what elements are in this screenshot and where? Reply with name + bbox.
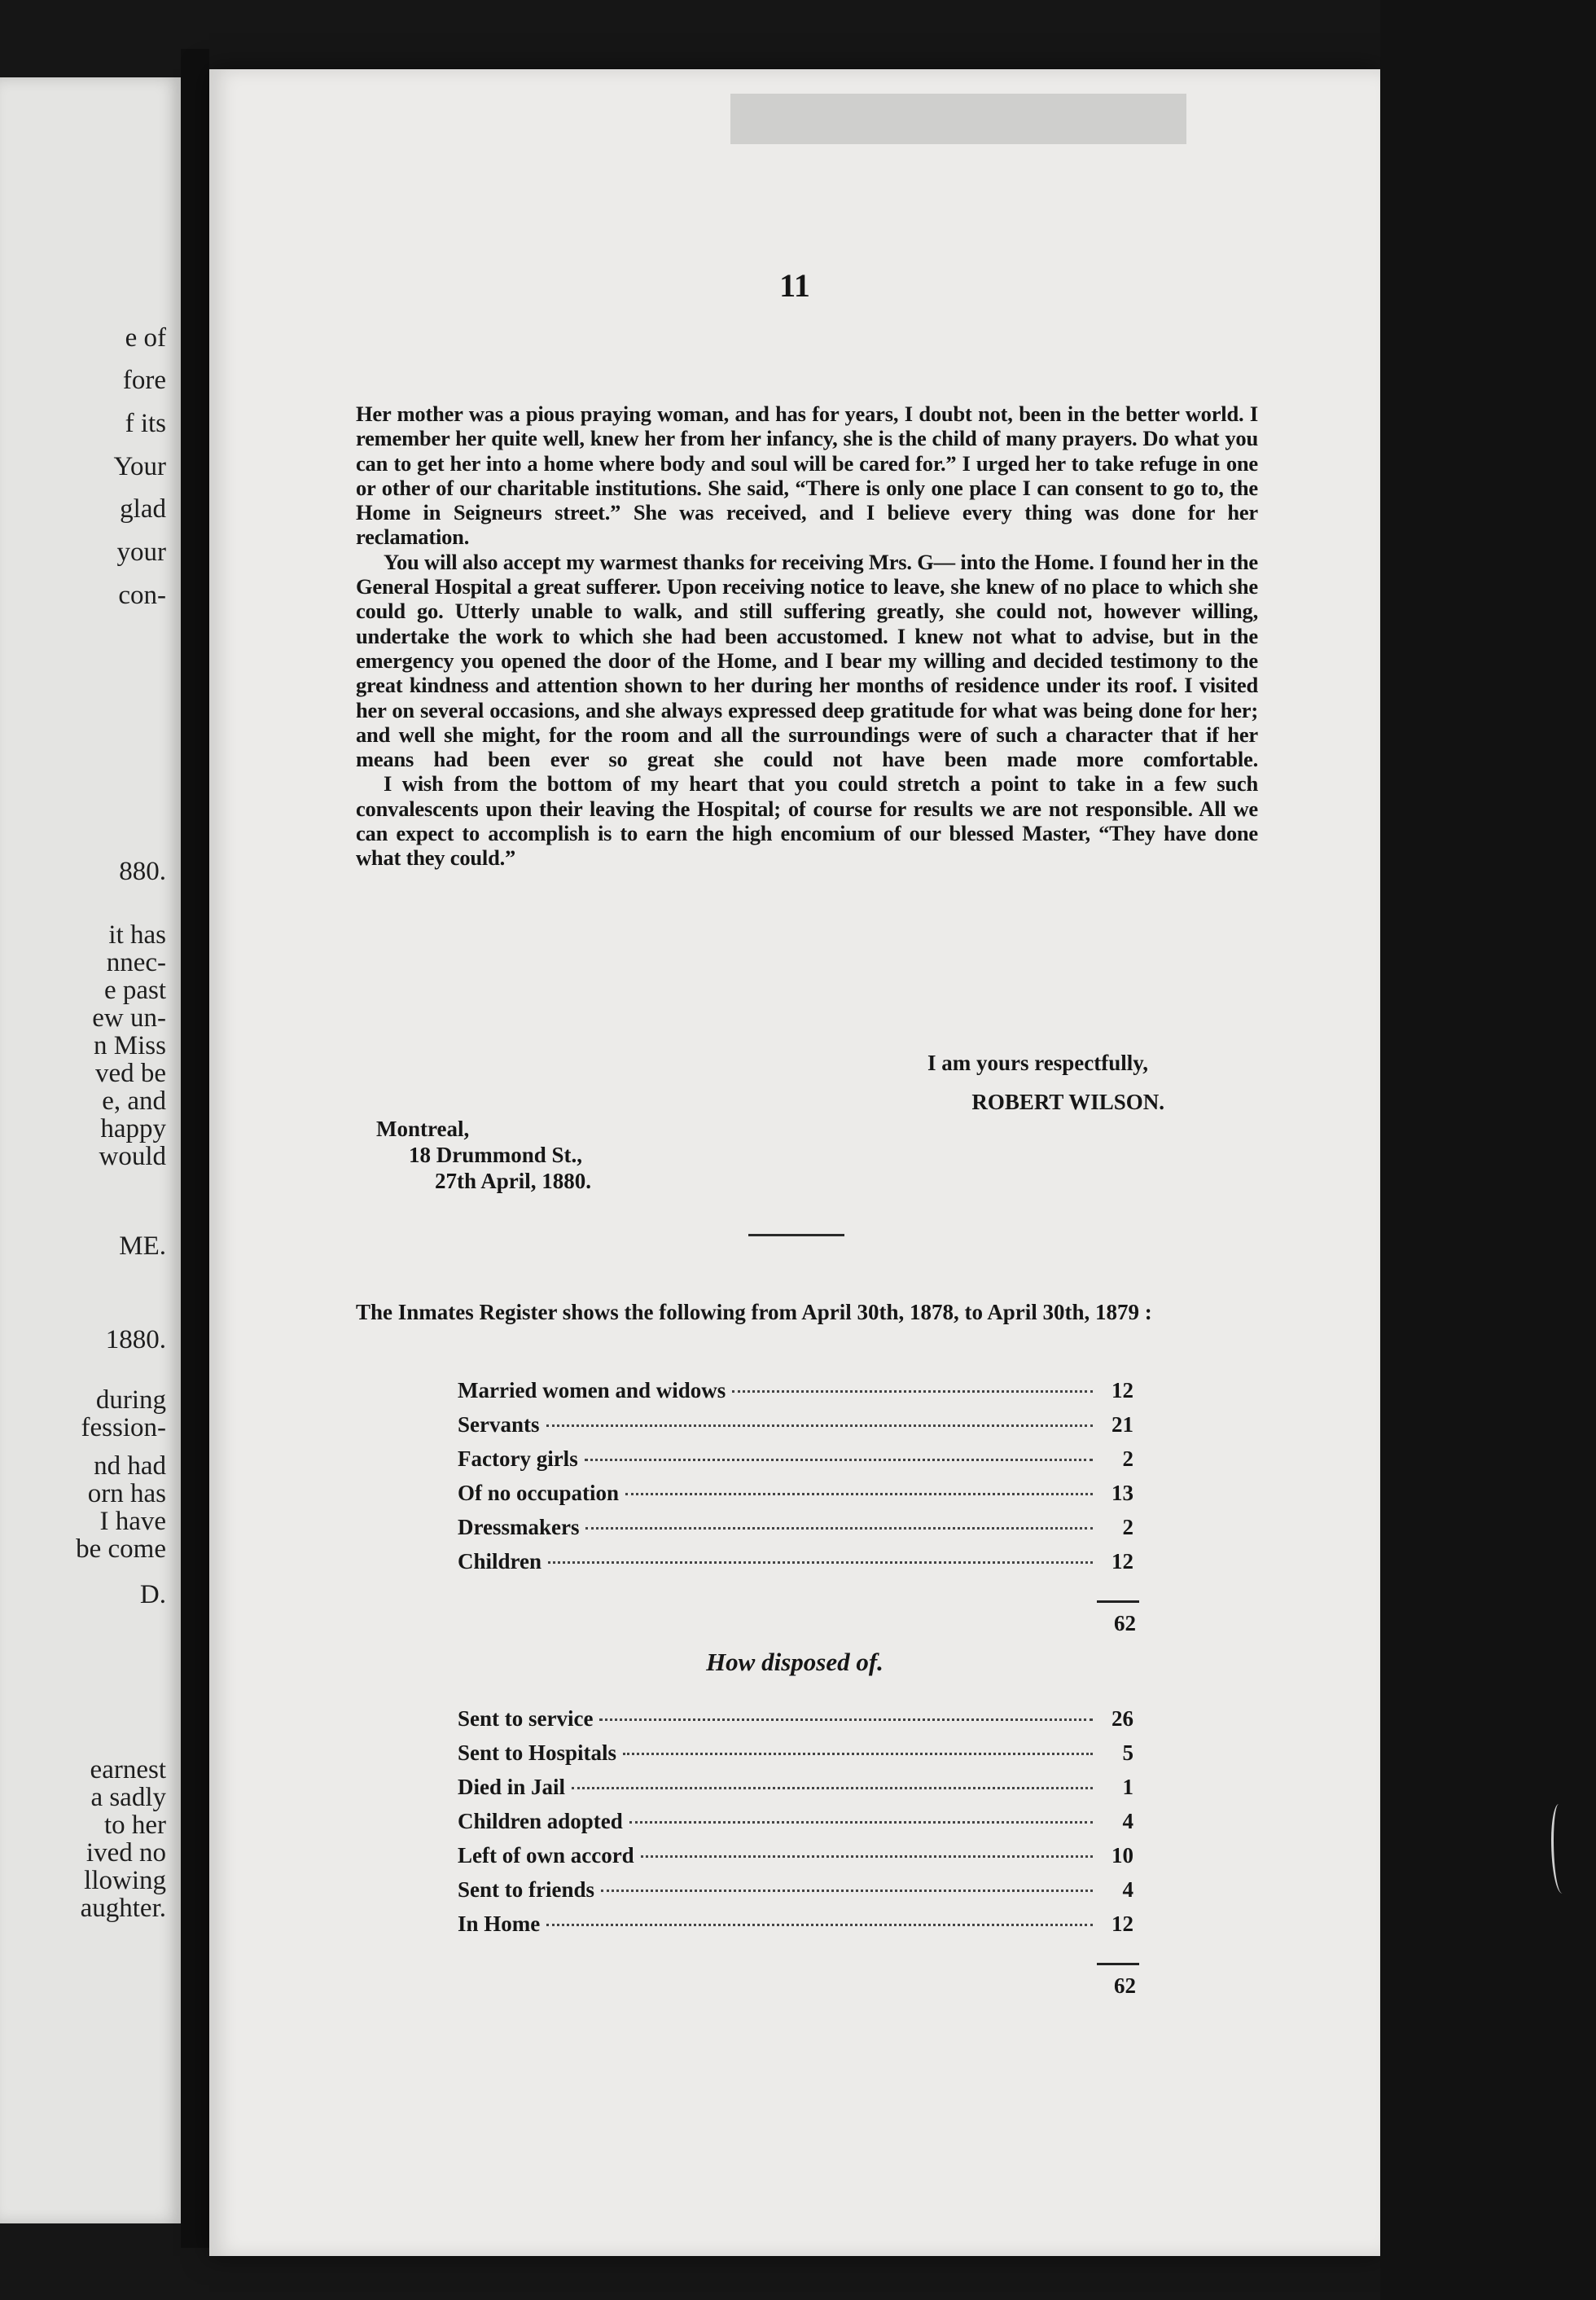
dot-leader: [546, 1924, 1093, 1926]
row-label: Dressmakers: [458, 1515, 580, 1539]
disposed-heading: How disposed of.: [706, 1648, 884, 1676]
row-value: 12: [1112, 1912, 1133, 1936]
prev-page-line: 880.: [119, 857, 166, 886]
dot-leader: [732, 1390, 1093, 1393]
dot-leader: [599, 1718, 1093, 1721]
dot-leader: [585, 1527, 1093, 1530]
dot-leader: [546, 1424, 1094, 1427]
dot-leader: [641, 1855, 1093, 1858]
table-row: [458, 1446, 1133, 1481]
row-value: 2: [1122, 1446, 1133, 1471]
row-label: Factory girls: [458, 1446, 578, 1471]
table-row: [458, 1412, 1133, 1446]
letter-closing: I am yours respectfully,: [927, 1051, 1148, 1075]
prev-page-line: I have: [99, 1507, 166, 1536]
row-label: Died in Jail: [458, 1775, 566, 1799]
total-rule: [1097, 1600, 1139, 1603]
prev-page-line: it has: [108, 920, 166, 950]
prev-page-line: e, and: [102, 1086, 166, 1116]
table-row: [458, 1740, 1133, 1775]
prev-page-line: happy: [100, 1114, 166, 1143]
table-row: [458, 1515, 1133, 1549]
prev-page-line: Your: [113, 452, 166, 481]
dot-leader: [601, 1890, 1093, 1892]
row-label: Servants: [458, 1412, 540, 1437]
letter-address: [376, 1116, 591, 1194]
row-value: 2: [1122, 1515, 1133, 1539]
prev-page-line: your: [116, 538, 166, 567]
prev-page-line: nnec-: [106, 948, 166, 977]
prev-page-line: would: [99, 1142, 166, 1171]
dot-leader: [572, 1787, 1093, 1789]
prev-page-line: e of: [125, 323, 166, 353]
row-value: 4: [1122, 1809, 1133, 1833]
row-label: Left of own accord: [458, 1843, 634, 1868]
prev-page-line: nd had: [94, 1451, 166, 1481]
table-row: [458, 1809, 1133, 1843]
letter-paragraph: Her mother was a pious praying woman, and has for years, I doubt not, been in the better world. I remember her quite well, knew her from her infancy, she is the child of many prayers. Do what you can to get her into a home where body and soul will be cared for.” I urged her to take refuge in one or other of our charitable institutions. She said, “There is only one place I can consent to go to, the Home in Seigneurs street.” She was received, and I believe every thing was done for her reclamation.: [356, 402, 1258, 550]
prev-page-line: to her: [103, 1811, 166, 1840]
prev-page-line: f its: [125, 409, 166, 438]
prev-page-line: n Miss: [94, 1031, 166, 1060]
register-total: 62: [1114, 1611, 1136, 1635]
row-label: Of no occupation: [458, 1481, 620, 1505]
row-label: Sent to Hospitals: [458, 1740, 617, 1765]
row-label: Children adopted: [458, 1809, 623, 1833]
dot-leader: [548, 1561, 1093, 1564]
row-label: Children: [458, 1549, 542, 1574]
prev-page-line: e past: [103, 976, 166, 1005]
row-value: 12: [1112, 1378, 1133, 1402]
prev-page-line: llowing: [84, 1866, 166, 1895]
row-value: 13: [1112, 1481, 1133, 1505]
dot-leader: [625, 1493, 1093, 1495]
prev-page-line: be come: [76, 1534, 166, 1564]
letter-signature: ROBERT WILSON.: [971, 1090, 1164, 1114]
row-value: 21: [1112, 1412, 1133, 1437]
prev-page-line: aughter.: [80, 1894, 166, 1923]
prev-page-line: glad: [120, 494, 166, 524]
prev-page-line: fession-: [81, 1413, 166, 1442]
table-row: [458, 1877, 1133, 1912]
prev-page-line: ew un-: [92, 1003, 166, 1033]
row-value: 10: [1112, 1843, 1133, 1868]
page-tab-shadow: [730, 94, 1186, 144]
prev-page-line: ME.: [119, 1231, 166, 1261]
prev-page-line: ved be: [94, 1059, 166, 1088]
scan-margin-right: [1380, 0, 1596, 2300]
document-page: [209, 69, 1380, 2256]
letter-paragraph: You will also accept my warmest thanks for receiving Mrs. G— into the Home. I found her in the General Hospital a great sufferer. Upon receiving notice to leave, she knew of no place to which she could go. Utterly unable to walk, and still suffering greatly, she could not, however willing, undertake the work to which she had been accustomed. I knew not what to advise, but in the emergency you opened the door of the Home, and I bear my willing and decided testimony to the great kindness and attention shown to her during her months of residence under its roof. I visited her on several occasions, and she always expressed deep gratitude for what was being done for her; and well she might, for the room and all the surroundings were of such a character that if her means had been ever so great she could not have been made more comfortable.: [356, 549, 1258, 772]
prev-page-line: earnest: [90, 1755, 166, 1784]
section-divider: [748, 1234, 844, 1236]
row-label: Sent to friends: [458, 1877, 594, 1902]
dot-leader: [585, 1459, 1093, 1461]
address-line: 18 Drummond St.,: [409, 1143, 583, 1167]
table-row: [458, 1843, 1133, 1877]
letter-paragraph: I wish from the bottom of my heart that you could stretch a point to take in a few such convalescents upon their leaving the Hospital; of course for results we are not responsible. All we can expect to accomplish is to earn the high encomium of our blessed Master, “They have done what they could.”: [356, 771, 1258, 871]
book-gutter: [181, 49, 209, 2248]
prev-page-line: orn has: [87, 1479, 166, 1508]
table-row: [458, 1378, 1133, 1412]
table-row: [458, 1549, 1133, 1583]
prev-page-line: 1880.: [105, 1325, 166, 1354]
address-line: 27th April, 1880.: [435, 1169, 592, 1193]
table-row: [458, 1912, 1133, 1946]
dot-leader: [629, 1821, 1093, 1824]
row-value: 4: [1122, 1877, 1133, 1902]
row-label: In Home: [458, 1912, 541, 1936]
prev-page-line: con-: [118, 581, 166, 610]
total-rule: [1097, 1963, 1139, 1965]
row-label: Married women and widows: [458, 1378, 726, 1402]
prev-page-line: during: [95, 1385, 166, 1415]
row-label: Sent to service: [458, 1706, 594, 1731]
previous-page-fragment: [0, 77, 181, 2223]
register-intro: The Inmates Register shows the following from April 30th, 1878, to April 30th, 1879 :: [356, 1300, 1152, 1324]
row-value: 5: [1122, 1740, 1133, 1765]
prev-page-line: D.: [139, 1580, 166, 1609]
table-row: [458, 1481, 1133, 1515]
page-number: 11: [779, 267, 810, 304]
disposed-total: 62: [1114, 1973, 1136, 1998]
row-value: 1: [1122, 1775, 1133, 1799]
disposed-table: [458, 1706, 1133, 1946]
prev-page-line: fore: [122, 366, 166, 395]
address-line: Montreal,: [376, 1117, 470, 1141]
prev-page-line: ived no: [86, 1838, 166, 1868]
register-table: [458, 1378, 1133, 1583]
table-row: [458, 1775, 1133, 1809]
row-value: 12: [1112, 1549, 1133, 1574]
prev-page-line: a sadly: [90, 1783, 166, 1812]
table-row: [458, 1706, 1133, 1740]
letter-body: [356, 402, 1258, 871]
dot-leader: [623, 1753, 1093, 1755]
row-value: 26: [1112, 1706, 1133, 1731]
